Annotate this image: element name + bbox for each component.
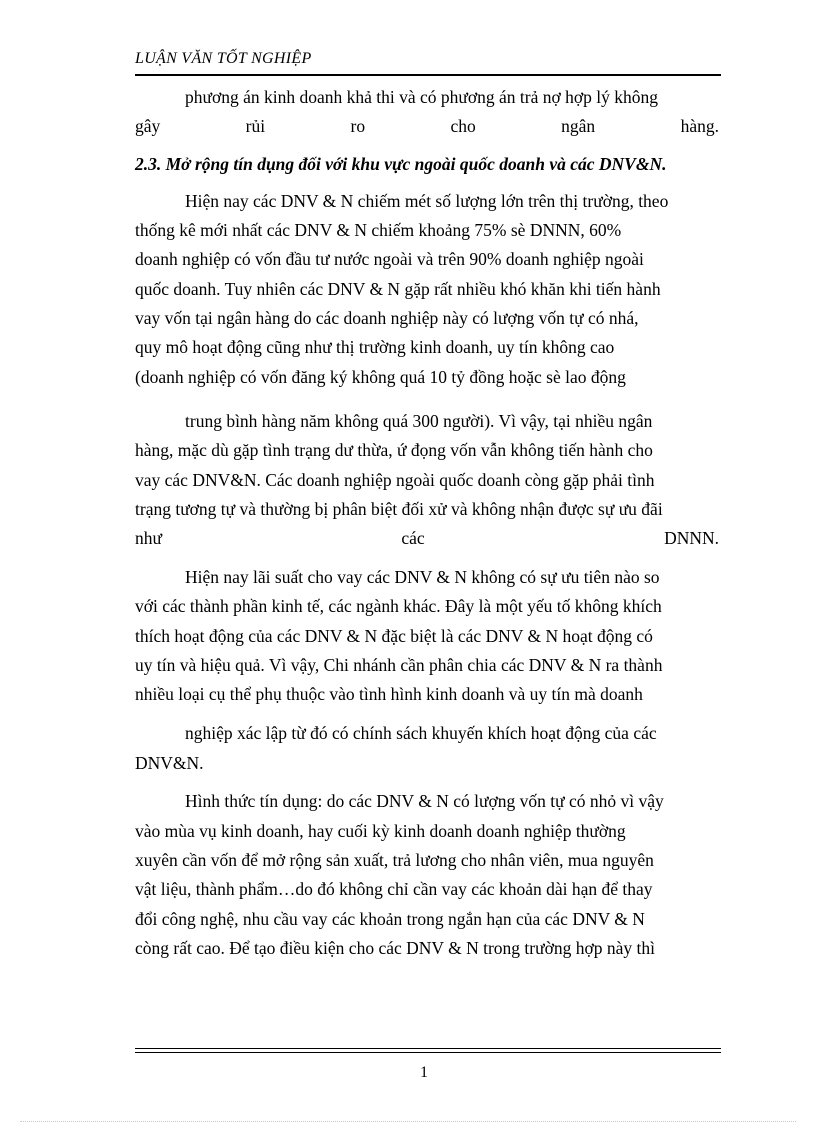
paragraph-line: vật liệu, thành phẩm…do đó không chỉ cần vay các khoản dài hạn để thay — [135, 879, 653, 899]
paragraph-line: phương án kinh doanh khả thi và có phương án trả nợ hợp lý không — [185, 87, 658, 107]
paragraph-line: với các thành phần kinh tế, các ngành khác. Đây là một yếu tố không khích — [135, 596, 662, 616]
page-edge-dotted-line — [20, 1121, 796, 1122]
paragraph-line: trung bình hàng năm không quá 300 người). Vì vậy, tại nhiều ngân — [185, 411, 653, 431]
justified-line — [135, 527, 719, 549]
word: DNNN. — [664, 528, 719, 548]
section-heading: 2.3. Mở rộng tín dụng đối với khu vực ngoài quốc doanh và các DNV&N. — [135, 154, 667, 174]
paragraph-line: xuyên cần vốn để mở rộng sản xuất, trả lương cho nhân viên, mua nguyên — [135, 850, 654, 870]
paragraph-line: quốc doanh. Tuy nhiên các DNV & N gặp rất nhiều khó khăn khi tiến hành — [135, 279, 661, 299]
paragraph-line: Hình thức tín dụng: do các DNV & N có lượng vốn tự có nhỏ vì vậy — [185, 791, 664, 811]
word: ngân — [561, 116, 596, 136]
paragraph-line: nghiệp xác lập từ đó có chính sách khuyến khích hoạt động của các — [185, 723, 657, 743]
footer-rule-top — [135, 1048, 721, 1049]
paragraph-line: hàng, mặc dù gặp tình trạng dư thừa, ứ đọng vốn vẫn không tiến hành cho — [135, 440, 653, 460]
word: như — [135, 528, 162, 548]
page-header — [135, 50, 721, 76]
header-title: LUẬN VĂN TỐT NGHIỆP — [135, 50, 312, 67]
word: gây — [135, 116, 161, 136]
paragraph-line: nhiều loại cụ thể phụ thuộc vào tình hình kinh doanh và uy tín mà doanh — [135, 684, 643, 704]
paragraph-line: đổi công nghệ, nhu cầu vay các khoản trong ngắn hạn của các DNV & N — [135, 909, 645, 929]
paragraph-line: còng rất cao. Để tạo điều kiện cho các DNV & N trong trường hợp này thì — [135, 938, 655, 958]
justified-line — [135, 115, 719, 137]
paragraph-line: vào mùa vụ kinh doanh, hay cuối kỳ kinh doanh doanh nghiệp thường — [135, 821, 626, 841]
paragraph-line: trạng tương tự và thường bị phân biệt đối xử và không nhận được sự ưu đãi — [135, 499, 663, 519]
word: ro — [350, 116, 366, 136]
paragraph-line: thống kê mới nhất các DNV & N chiếm khoảng 75% sè DNNN, 60% — [135, 220, 622, 240]
paragraph-line: vay vốn tại ngân hàng do các doanh nghiệp này có lượng vốn tự có nhá, — [135, 308, 639, 328]
paragraph-line: Hiện nay các DNV & N chiếm mét số lượng lớn trên thị trường, theo — [185, 191, 669, 211]
paragraph-line: vay các DNV&N. Các doanh nghiệp ngoài quốc doanh còng gặp phải tình — [135, 470, 655, 490]
paragraph-line: DNV&N. — [135, 753, 204, 773]
paragraph-line: thích hoạt động của các DNV & N đặc biệt là các DNV & N hoạt động có — [135, 626, 653, 646]
paragraph-line: uy tín và hiệu quả. Vì vậy, Chi nhánh cần phân chia các DNV & N ra thành — [135, 655, 663, 675]
word: các — [401, 528, 425, 548]
word: hàng. — [680, 116, 719, 136]
word: rủi — [245, 116, 266, 136]
paragraph-line: Hiện nay lãi suất cho vay các DNV & N không có sự ưu tiên nào so — [185, 567, 660, 587]
paragraph-line: quy mô hoạt động cũng như thị trường kinh doanh, uy tín không cao — [135, 337, 615, 357]
page-number: 1 — [420, 1064, 428, 1081]
footer-rule-bottom — [135, 1052, 721, 1053]
word: cho — [450, 116, 476, 136]
paragraph-line: doanh nghiệp có vốn đầu tư nước ngoài và trên 90% doanh nghiệp ngoài — [135, 249, 644, 269]
paragraph-line: (doanh nghiệp có vốn đăng ký không quá 10 tỷ đồng hoặc sè lao động — [135, 367, 626, 387]
